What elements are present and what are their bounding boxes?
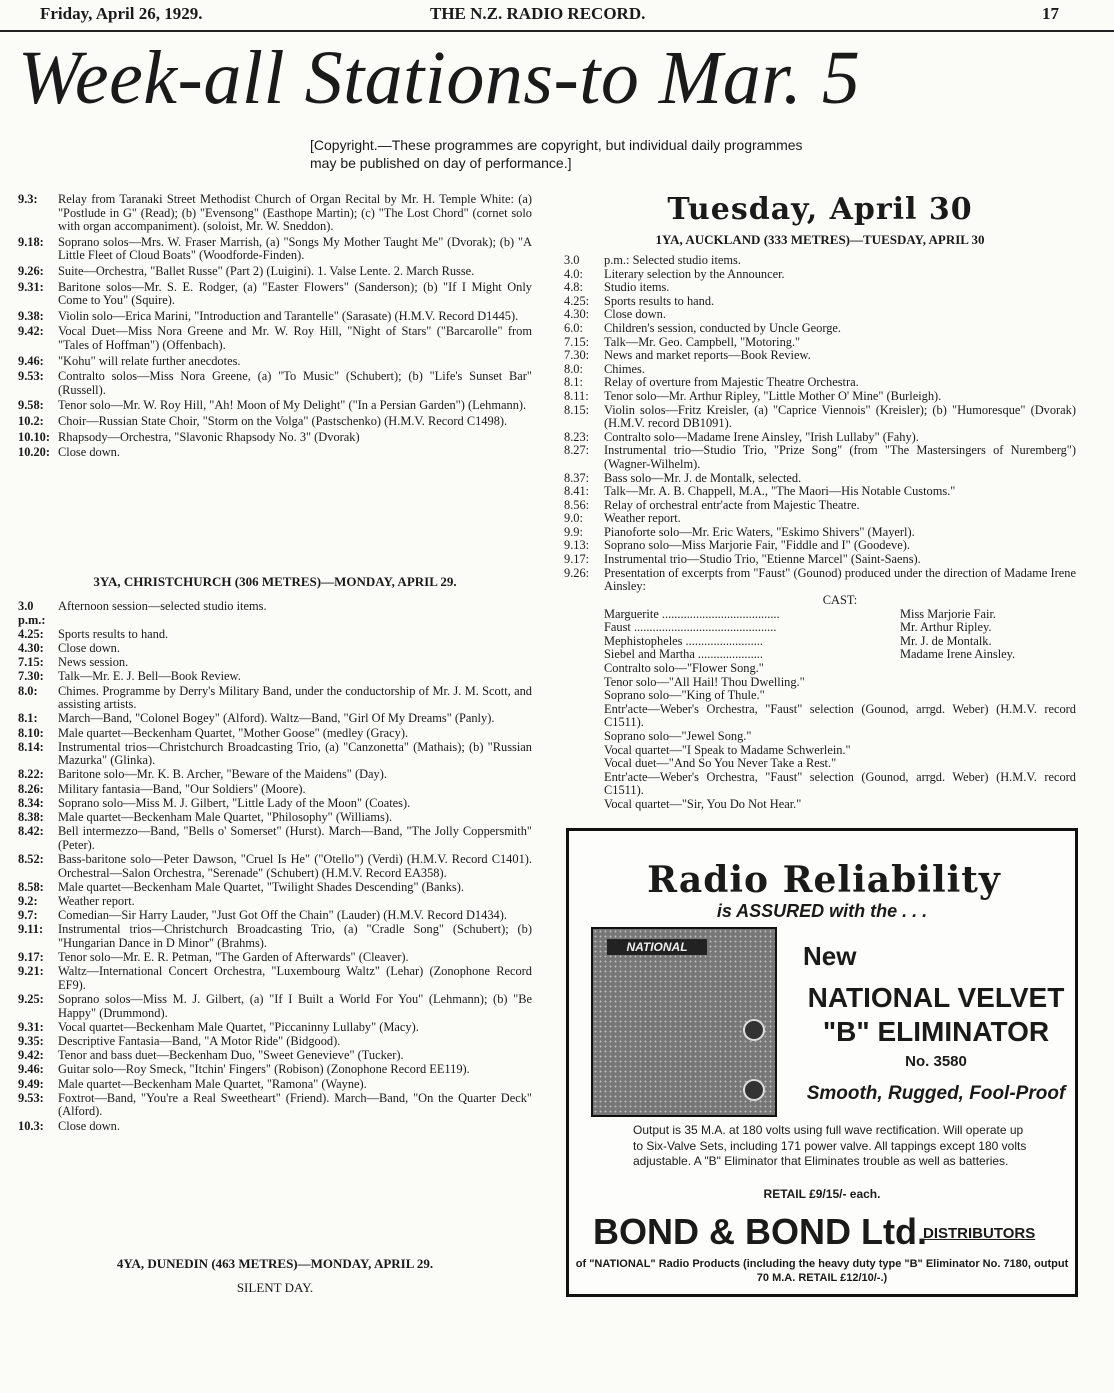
entry-time: 4.0: [564, 266, 583, 281]
ad-retail: RETAIL £9/15/- each. [763, 1187, 881, 1201]
cast-role: Siebel and Martha ..................... [604, 647, 763, 662]
radio-set-illustration [591, 927, 777, 1117]
entry-description: Contralto solo—Madame Irene Ainsley, "Irish Lullaby" (Fahy). [604, 429, 919, 444]
program-entry [564, 539, 1076, 553]
ad-footer: of "NATIONAL" Radio Products (including the heavy duty type "B" Eliminator No. 7180, output 70 M.A. RETAIL £12/10/-.) [575, 1258, 1069, 1284]
entry-description: Close down. [58, 1118, 120, 1133]
entry-description: Relay of orchestral entr'acte from Majestic Theatre. [604, 497, 860, 512]
entry-description: Talk—Mr. E. J. Bell—Book Review. [58, 669, 241, 684]
program-entry [564, 431, 1076, 445]
faust-item: Soprano solo—"Jewel Song." [604, 728, 752, 743]
entry-time: 4.25: [18, 626, 44, 641]
entry-time: 9.26: [18, 263, 44, 278]
entry-time: 7.15: [18, 655, 44, 670]
faust-item: Entr'acte—Weber's Orchestra, "Faust" selection (Gounod, arrgd. Weber) (H.M.V. record C1511). [604, 701, 1076, 730]
program-entry [564, 512, 1076, 526]
program-entry [18, 923, 532, 950]
program-entry [18, 1120, 532, 1134]
page-number: 17 [1042, 4, 1059, 23]
entry-description: Tenor solo—Mr. E. R. Petman, "The Garden of Afterwards" (Cleaver). [58, 950, 409, 965]
entry-time: 8.58: [18, 879, 44, 894]
program-entry [18, 783, 532, 797]
entry-time: 7.30: [18, 669, 44, 684]
entry-time: 8.26: [18, 781, 44, 796]
program-entry [18, 909, 532, 923]
entry-time: 8.38: [18, 810, 44, 825]
entry-time: 8.22: [18, 767, 44, 782]
entry-time: 9.0: [564, 511, 583, 526]
entry-description: Tenor solo—Mr. W. Roy Hill, "Ah! Moon of My Delight" ("In a Persian Garden") (Lehmann). [58, 398, 527, 413]
entry-time: 9.58: [18, 398, 44, 413]
entry-time: 9.26: [564, 565, 590, 580]
knob-icon [743, 1019, 765, 1041]
cast-row [604, 608, 1076, 622]
entry-description: Foxtrot—Band, "You're a Real Sweetheart" (Friend). March—Band, "On the Quarter Deck" (Alford). [58, 1090, 532, 1119]
entry-time: 8.41: [564, 484, 590, 499]
entry-time: 9.53: [18, 369, 44, 384]
faust-cast [604, 594, 1076, 812]
faust-item: Vocal duet—"And So You Never Take a Rest." [604, 756, 837, 771]
entry-time: 3.0 p.m.: [18, 599, 46, 627]
program-entry [564, 404, 1076, 431]
entry-time: 9.18: [18, 234, 44, 249]
program-entry [18, 1078, 532, 1092]
entry-description: Chimes. [604, 361, 645, 376]
entry-description: Soprano solo—Miss M. J. Gilbert, "Little Lady of the Moon" (Coates). [58, 795, 411, 810]
entry-time: 6.0: [564, 320, 583, 335]
entry-time: 10.3: [18, 1118, 44, 1133]
program-entry [564, 567, 1076, 594]
entry-description: Literary selection by the Announcer. [604, 266, 785, 281]
entry-description: Afternoon session—selected studio items. [58, 599, 267, 613]
program-entry [18, 951, 532, 965]
set-nameplate: NATIONAL [607, 939, 707, 955]
entry-time: 9.46: [18, 1062, 44, 1077]
entry-description: Talk—Mr. A. B. Chappell, M.A., "The Maori—His Notable Customs." [604, 484, 956, 499]
faust-item: Tenor solo—"All Hail! Thou Dwelling." [604, 674, 805, 689]
entry-description: Male quartet—Beckenham Quartet, "Mother Goose" (medley (Gracy). [58, 725, 409, 740]
entry-time: 8.10: [18, 725, 44, 740]
entry-time: 9.42: [18, 324, 44, 339]
entry-description: Soprano solos—Miss M. J. Gilbert, (a) "If I Built a World For You" (Lehmann); (b) "Be Happy" (Drummond). [58, 992, 532, 1020]
issue-date: Friday, April 26, 1929. [40, 4, 203, 23]
program-entry [18, 642, 532, 656]
page-header [0, 0, 1114, 32]
program-entry [18, 236, 532, 263]
program-entry [18, 1092, 532, 1119]
advertisement [566, 828, 1078, 1297]
entry-description: Instrumental trios—Christchurch Broadcasting Trio, (a) "Cradle Song" (Schubert); (b) "Hungarian Dance in D Minor" (Brahms). [58, 922, 532, 950]
newspaper-name: THE N.Z. RADIO RECORD. [430, 4, 646, 23]
entry-description: Military fantasia—Band, "Our Soldiers" (Moore). [58, 781, 306, 796]
cast-label: CAST: [822, 593, 858, 607]
entry-time: 9.13: [564, 538, 590, 553]
program-entry [564, 363, 1076, 377]
program-entry [564, 499, 1076, 513]
cast-role: Marguerite ...................................... [604, 606, 780, 621]
program-entry [18, 727, 532, 741]
entry-description: News and market reports—Book Review. [604, 348, 811, 363]
entry-time: 8.0: [564, 361, 583, 376]
entry-description: Descriptive Fantasia—Band, "A Motor Ride" (Bidgood). [58, 1034, 341, 1049]
program-entry [18, 446, 532, 460]
program-entry [18, 325, 532, 352]
entry-description: Sports results to hand. [58, 626, 169, 641]
entry-description: Close down. [604, 307, 666, 322]
entry-description: "Kohu" will relate further anecdotes. [58, 353, 241, 368]
entry-time: 9.46: [18, 353, 44, 368]
cast-row [604, 635, 1076, 649]
entry-description: Instrumental trio—Studio Trio, "Prize Song" (from "The Mastersingers of Nuremberg") (Wagner-Wilhelm). [604, 443, 1076, 471]
entry-time: 4.30: [18, 640, 44, 655]
ad-company: BOND & BOND Ltd. [593, 1211, 927, 1252]
entry-description: Instrumental trios—Christchurch Broadcasting Trio, (a) "Canzonetta" (Mathais); (b) "Russian Mazurka" (Glinka). [58, 739, 532, 768]
program-entry [18, 281, 532, 308]
cast-actor: Mr. J. de Montalk. [900, 633, 992, 648]
entry-time: 8.37: [564, 470, 590, 485]
entry-time: 9.42: [18, 1048, 44, 1063]
product-line-2: "B" ELIMINATOR [822, 1016, 1050, 1047]
day-heading: Tuesday, April 30 [667, 192, 973, 227]
program-entry [18, 355, 532, 369]
program-entry [18, 797, 532, 811]
program-entry [18, 685, 532, 712]
program-entry [564, 390, 1076, 404]
dunedin-note: SILENT DAY. [236, 1280, 314, 1295]
cast-actor: Madame Irene Ainsley. [900, 647, 1016, 662]
entry-time: 8.11: [564, 388, 589, 403]
cast-actor: Mr. Arthur Ripley. [900, 620, 992, 635]
entry-time: 8.27: [564, 443, 590, 458]
program-entry [564, 308, 1076, 322]
entry-time: 3.0 [564, 253, 580, 267]
entry-description: Presentation of excerpts from "Faust" (Gounod) produced under the direction of Madame Irene Ainsley: [604, 565, 1076, 594]
faust-items [604, 662, 1076, 812]
entry-description: Baritone solo—Mr. K. B. Archer, "Beware of the Maidens" (Day). [58, 767, 387, 782]
program-entry [18, 825, 532, 852]
knob-icon [743, 1079, 765, 1101]
program-entry [18, 853, 532, 880]
faust-item: Contralto solo—"Flower Song." [604, 660, 764, 675]
program-entry [564, 349, 1076, 363]
entry-time: 9.49: [18, 1076, 44, 1091]
entry-description: Vocal quartet—Beckenham Male Quartet, "Piccaninny Lullaby" (Macy). [58, 1019, 419, 1034]
auckland-program-list [564, 254, 1076, 594]
entry-description: Suite—Orchestra, "Ballet Russe" (Part 2) (Luigini). 1. Valse Lente. 2. March Russe. [58, 263, 475, 278]
entry-time: 9.21: [18, 964, 44, 979]
program-entry [18, 1021, 532, 1035]
program-entry [564, 254, 1076, 268]
ad-new: New [803, 941, 857, 971]
entry-description: News session. [58, 655, 129, 670]
ad-headline: Radio Reliability [647, 859, 1001, 901]
program-entry [18, 415, 532, 429]
entry-description: Bell intermezzo—Band, "Bells o' Somerset" (Hurst). March—Band, "The Jolly Coppersmith" (Peter). [58, 824, 532, 852]
entry-description: Bass-baritone solo—Peter Dawson, "Cruel Is He" ("Otello") (Verdi) (H.M.V. Record C1401). Orchestral—Salon Orchestra, "Serenade" (Schubert) (H.M.V. Record EA358). [58, 852, 532, 880]
program-entry [18, 712, 532, 726]
entry-time: 7.15: [564, 334, 590, 349]
program-entry [18, 628, 532, 642]
entry-time: 8.15: [564, 402, 590, 417]
ad-assured: is ASSURED with the . . . [716, 901, 928, 921]
program-entry [564, 376, 1076, 390]
program-entry [564, 281, 1076, 295]
product-line-1: NATIONAL VELVET [807, 982, 1065, 1013]
program-entry [564, 526, 1076, 540]
entry-description: Close down. [58, 445, 120, 460]
program-entry [18, 310, 532, 324]
entry-description: Baritone solos—Mr. S. E. Rodger, (a) "Easter Flowers" (Sanderson); (b) "If I Might Only Come to You" (Squire). [58, 279, 532, 308]
entry-time: 8.14: [18, 739, 44, 754]
program-entry [564, 444, 1076, 471]
entry-time: 9.31: [18, 1019, 44, 1034]
program-entry [564, 336, 1076, 350]
christchurch-heading: 3YA, CHRISTCHURCH (306 METRES)—MONDAY, APRIL 29. [93, 574, 457, 589]
entry-time: 8.0: [18, 683, 38, 698]
program-entry [18, 1049, 532, 1063]
program-entry [18, 741, 532, 768]
entry-time: 8.42: [18, 824, 44, 839]
christchurch-program-list [18, 600, 532, 1134]
entry-description: Relay from Taranaki Street Methodist Church of Organ Recital by Mr. H. Temple White: (a) "Postlude in G" (Read); (b) "Evensong" (Easthope Martin); (c) "The Lost Chord" (cornet solo with organ accompaniment). (soloist, Mr. W. Sneddon). [58, 192, 532, 234]
cast-actor: Miss Marjorie Fair. [900, 606, 997, 621]
program-entry [18, 193, 532, 234]
program-entry [18, 1063, 532, 1077]
auckland-heading: 1YA, AUCKLAND (333 METRES)—TUESDAY, APRIL 30 [655, 232, 985, 247]
ad-tagline: Smooth, Rugged, Fool-Proof [806, 1083, 1066, 1104]
entry-description: Close down. [58, 640, 120, 655]
entry-description: Contralto solos—Miss Nora Greene, (a) "To Music" (Schubert); (b) "Life's Sunset Bar" (Russell). [58, 369, 532, 397]
entry-time: 9.17: [564, 552, 590, 567]
cast-role: Mephistopheles ......................... [604, 633, 764, 648]
entry-time: 9.17: [18, 950, 44, 965]
entry-description: Chimes. Programme by Derry's Military Band, under the conductorship of Mr. J. M. Scott, and assisting artists. [58, 683, 532, 712]
entry-description: Male quartet—Beckenham Male Quartet, "Philosophy" (Williams). [58, 810, 393, 825]
copyright-notice: [Copyright.—These programmes are copyright, but individual daily programmes may be published on day of performance.] [310, 137, 803, 171]
entry-description: Rhapsody—Orchestra, "Slavonic Rhapsody No. 3" (Dvorak) [58, 429, 360, 444]
entry-time: 9.3: [18, 192, 38, 206]
entry-time: 9.38: [18, 308, 44, 323]
ad-distributors: DISTRIBUTORS [923, 1225, 1036, 1242]
program-entry [18, 1035, 532, 1049]
program-entry [564, 322, 1076, 336]
faust-item: Vocal quartet—"Sir, You Do Not Hear." [604, 796, 802, 811]
entry-time: 10.10: [18, 429, 51, 444]
program-entry [564, 268, 1076, 282]
entry-description: Tenor and bass duet—Beckenham Duo, "Sweet Genevieve" (Tucker). [58, 1048, 404, 1063]
program-entry [18, 768, 532, 782]
entry-description: March—Band, "Colonel Bogey" (Alford). Waltz—Band, "Girl Of My Dreams" (Panly). [58, 711, 495, 726]
entry-time: 9.31: [18, 279, 44, 294]
entry-description: Waltz—International Concert Orchestra, "Luxembourg Waltz" (Lehar) (Zonophone Record EF9). [58, 964, 532, 992]
program-entry [18, 265, 532, 279]
entry-time: 9.35: [18, 1034, 44, 1049]
entry-time: 9.25: [18, 992, 44, 1007]
entry-time: 9.11: [18, 922, 44, 937]
entry-time: 8.1: [18, 711, 38, 726]
entry-description: p.m.: Selected studio items. [604, 253, 741, 267]
entry-description: Male quartet—Beckenham Male Quartet, "Twilight Shades Descending" (Banks). [58, 879, 464, 894]
entry-time: 8.23: [564, 429, 590, 444]
entry-time: 9.53: [18, 1090, 44, 1105]
cast-list [604, 608, 1076, 662]
entry-time: 9.9: [564, 524, 583, 539]
entry-description: Violin solos—Fritz Kreisler, (a) "Caprice Viennois" (Kreisler); (b) "Humoresque" (Dvorak) (H.M.V. record DB1091). [604, 402, 1076, 431]
cast-row [604, 648, 1076, 662]
entry-description: Choir—Russian State Choir, "Storm on the Volga" (Pastschenko) (H.M.V. Record C1498). [58, 413, 508, 428]
program-entry [18, 656, 532, 670]
entry-time: 10.2: [18, 413, 44, 428]
entry-description: Tenor solo—Mr. Arthur Ripley, "Little Mother O' Mine" (Burleigh). [604, 388, 942, 403]
program-entry [18, 670, 532, 684]
program-entry [18, 370, 532, 397]
entry-description: Violin solo—Erica Marini, "Introduction and Tarantelle" (Sarasate) (H.M.V. Record D1445). [58, 308, 519, 323]
entry-description: Soprano solos—Mrs. W. Fraser Marrish, (a) "Songs My Mother Taught Me" (Dvorak); (b) "A Little Fleet of Cloud Boats" (Woodforde-Finden). [58, 234, 532, 263]
entry-time: 9.7: [18, 908, 38, 923]
entry-description: Bass solo—Mr. J. de Montalk, selected. [604, 470, 802, 485]
program-entry [564, 295, 1076, 309]
program-entry [564, 553, 1076, 567]
entry-time: 8.1: [564, 375, 583, 390]
entry-description: Pianoforte solo—Mr. Eric Waters, "Eskimo Shivers" (Mayerl). [604, 524, 915, 539]
entry-description: Male quartet—Beckenham Male Quartet, "Ramona" (Wayne). [58, 1076, 367, 1091]
program-entry [564, 472, 1076, 486]
program-entry [18, 811, 532, 825]
cast-role: Faust .............................................. [604, 620, 777, 635]
entry-description: Guitar solo—Roy Smeck, "Itchin' Fingers" (Robison) (Zonophone Record EE119). [58, 1062, 470, 1077]
program-entry [18, 431, 532, 445]
program-entry [18, 399, 532, 413]
entry-description: Weather report. [58, 893, 135, 908]
entry-description: Studio items. [604, 280, 670, 295]
entry-time: 8.52: [18, 852, 44, 866]
entry-time: 8.56: [564, 497, 590, 512]
entry-description: Vocal Duet—Miss Nora Greene and Mr. W. Roy Hill, "Night of Stars" ("Barcarolle" from "Tales of Hoffman") (Offenbach). [58, 324, 532, 352]
entry-time: 4.30: [564, 307, 590, 322]
ad-model: No. 3580 [905, 1053, 967, 1070]
program-entry [18, 881, 532, 895]
program-entry [18, 965, 532, 992]
dunedin-heading: 4YA, DUNEDIN (463 METRES)—MONDAY, APRIL 29. [116, 1256, 434, 1271]
entry-description: Relay of overture from Majestic Theatre Orchestra. [604, 375, 859, 390]
page-title: Week-all Stations-to Mar. 5 [18, 36, 861, 120]
cast-row [604, 621, 1076, 635]
entry-description: Children's session, conducted by Uncle George. [604, 320, 842, 335]
entry-description: Comedian—Sir Harry Lauder, "Just Got Off the Chain" (Lauder) (H.M.V. Record D1434). [58, 908, 507, 923]
entry-description: Instrumental trio—Studio Trio, "Etienne Marcel" (Saint-Saens). [604, 552, 921, 567]
program-entry [18, 895, 532, 909]
entry-time: 4.25: [564, 293, 590, 308]
entry-description: Weather report. [604, 511, 681, 526]
entry-time: 9.2: [18, 893, 38, 908]
entry-description: Soprano solo—Miss Marjorie Fair, "Fiddle and I" (Goodeve). [604, 538, 910, 553]
entry-description: Sports results to hand. [604, 293, 715, 308]
faust-item: Vocal quartet—"I Speak to Madame Schwerlein." [604, 742, 851, 757]
entry-time: 4.8: [564, 280, 583, 295]
program-entry [564, 485, 1076, 499]
program-entry [18, 993, 532, 1020]
entry-time: 10.20: [18, 445, 51, 460]
entry-time: 8.34: [18, 795, 44, 810]
ad-product [801, 981, 1071, 1049]
entry-description: Talk—Mr. Geo. Campbell, "Motoring." [604, 334, 801, 349]
wellington-program-list [18, 193, 532, 462]
ad-spec: Output is 35 M.A. at 180 volts using full wave rectification. Will operate up to Six-Valve Sets, including 171 power valve. All tappings except 180 volts adjustable. A "B" Eliminator that Eliminates trouble as well as batteries. [633, 1123, 1027, 1168]
program-entry [18, 600, 532, 627]
faust-item: Entr'acte—Weber's Orchestra, "Faust" selection (Gounod, arrgd. Weber) (H.M.V. record C1511). [604, 769, 1076, 798]
faust-item: Soprano solo—"King of Thule." [604, 688, 765, 703]
entry-time: 7.30: [564, 348, 590, 363]
